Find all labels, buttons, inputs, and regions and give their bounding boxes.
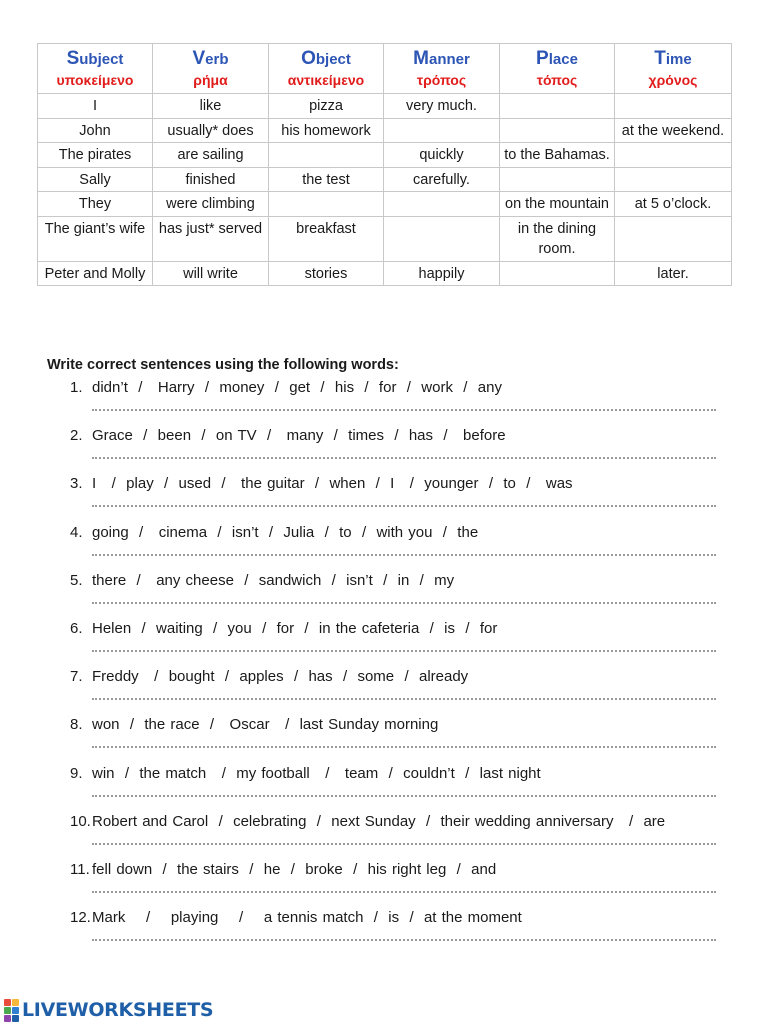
column-header xyxy=(269,44,384,94)
column-header-english xyxy=(387,49,496,69)
logo-square xyxy=(4,1007,11,1014)
table-cell xyxy=(500,261,615,286)
column-header-initial: P xyxy=(536,48,549,69)
logo-square xyxy=(4,999,11,1006)
column-header-initial: M xyxy=(413,48,429,69)
exercise-item xyxy=(70,667,730,715)
sentence-structure-table xyxy=(37,43,732,286)
table-row xyxy=(38,94,732,119)
table-cell: to the Bahamas. xyxy=(500,143,615,168)
column-header xyxy=(153,44,269,94)
table-cell: breakfast xyxy=(269,216,384,261)
column-header-english xyxy=(156,49,265,69)
column-header-english xyxy=(41,49,149,69)
exercise-list xyxy=(70,378,730,956)
table-row xyxy=(38,216,732,261)
table-cell xyxy=(269,143,384,168)
exercise-instruction: Write correct sentences using the following words: xyxy=(47,357,399,373)
exercise-words: fell down / the stairs / he / broke / his right leg / and xyxy=(92,860,497,878)
exercise-number: 5. xyxy=(70,571,83,589)
answer-line[interactable] xyxy=(92,698,716,700)
exercise-item xyxy=(70,523,730,571)
exercise-words: I / play / used / the guitar / when / I / younger / to / was xyxy=(92,475,573,493)
table-cell xyxy=(615,94,732,119)
column-header-rest: erb xyxy=(205,51,229,68)
table-cell: later. xyxy=(615,261,732,286)
table-cell: happily xyxy=(384,261,500,286)
exercise-number: 10. xyxy=(70,812,91,830)
exercise-number: 1. xyxy=(70,379,83,396)
table-cell: his homework xyxy=(269,118,384,143)
table-cell: very much. xyxy=(384,94,500,119)
logo-square xyxy=(4,1015,11,1022)
table-cell: pizza xyxy=(269,94,384,119)
column-header xyxy=(615,44,732,94)
column-header-greek: υποκείμενο xyxy=(56,72,134,88)
exercise-words: Robert and Carol / celebrating / next Sunday / their wedding anniversary / are xyxy=(92,812,666,830)
column-header-rest: ime xyxy=(665,51,692,68)
exercise-item xyxy=(70,619,730,667)
answer-line[interactable] xyxy=(92,650,716,652)
exercise-number: 8. xyxy=(70,716,83,734)
table-cell xyxy=(615,167,732,192)
table-cell: finished xyxy=(153,167,269,192)
table-row xyxy=(38,261,732,286)
answer-line[interactable] xyxy=(92,457,716,459)
table-cell: Peter and Molly xyxy=(38,261,153,286)
column-header-rest: lace xyxy=(548,51,578,68)
exercise-item xyxy=(70,571,730,619)
table-cell: on the mountain xyxy=(500,192,615,217)
column-header-greek: τρόπος xyxy=(416,72,467,88)
answer-line[interactable] xyxy=(92,843,716,845)
exercise-words: win / the match / my football / team / couldn’t / last night xyxy=(92,764,541,782)
exercise-words: Mark / playing / a tennis match / is / at the moment xyxy=(92,909,522,927)
answer-line[interactable] xyxy=(92,505,716,507)
column-header-initial: T xyxy=(654,48,666,69)
table-cell: at 5 o’clock. xyxy=(615,192,732,217)
column-header-english xyxy=(503,49,611,69)
exercise-item xyxy=(70,908,730,956)
exercise-item xyxy=(70,378,730,426)
answer-line[interactable] xyxy=(92,746,716,748)
answer-line[interactable] xyxy=(92,409,716,411)
table-cell xyxy=(269,192,384,217)
table-cell: like xyxy=(153,94,269,119)
column-header-greek: τόπος xyxy=(536,72,578,88)
table-cell: stories xyxy=(269,261,384,286)
exercise-number: 12. xyxy=(70,909,91,927)
table-row xyxy=(38,192,732,217)
column-header xyxy=(384,44,500,94)
column-header-rest: anner xyxy=(428,51,470,68)
table-body xyxy=(38,94,732,286)
table-row xyxy=(38,143,732,168)
exercise-item xyxy=(70,715,730,763)
column-header-greek: αντικείμενο xyxy=(287,72,365,88)
answer-line[interactable] xyxy=(92,602,716,604)
table-cell xyxy=(500,118,615,143)
exercise-item xyxy=(70,812,730,860)
exercise-words: won / the race / Oscar / last Sunday morning xyxy=(92,716,439,734)
answer-line[interactable] xyxy=(92,795,716,797)
answer-line[interactable] xyxy=(92,939,716,941)
table-cell: quickly xyxy=(384,143,500,168)
logo-square xyxy=(12,999,19,1006)
exercise-words: Freddy / bought / apples / has / some / already xyxy=(92,668,469,686)
column-header-greek: ρήμα xyxy=(193,72,228,88)
table-cell: The giant’s wife xyxy=(38,216,153,261)
column-header-rest: ubject xyxy=(79,51,124,68)
table-cell: John xyxy=(38,118,153,143)
column-header-initial: V xyxy=(192,48,206,69)
exercise-number: 2. xyxy=(70,427,83,445)
logo-text: LIVEWORKSHEETS xyxy=(22,999,214,1021)
column-header-rest: bject xyxy=(315,51,351,68)
liveworksheets-logo xyxy=(4,998,213,1022)
table-cell xyxy=(500,94,615,119)
exercise-words: didn’t / Harry / money / get / his / for / work / any xyxy=(92,379,502,396)
table-cell: They xyxy=(38,192,153,217)
exercise-words: going / cinema / isn’t / Julia / to / with you / the xyxy=(92,523,479,541)
exercise-number: 3. xyxy=(70,475,83,493)
exercise-item xyxy=(70,860,730,908)
table-cell: Sally xyxy=(38,167,153,192)
table-cell xyxy=(615,216,732,261)
column-header-english xyxy=(618,49,728,69)
answer-line[interactable] xyxy=(92,554,716,556)
table-row xyxy=(38,167,732,192)
exercise-words: Grace / been / on TV / many / times / has / before xyxy=(92,427,506,445)
table-cell: will write xyxy=(153,261,269,286)
column-header-initial: O xyxy=(301,48,316,69)
exercise-number: 7. xyxy=(70,668,83,686)
exercise-words: Helen / waiting / you / for / in the cafeteria / is / for xyxy=(92,619,498,637)
exercise-item xyxy=(70,426,730,474)
exercise-number: 6. xyxy=(70,619,83,637)
table-row xyxy=(38,118,732,143)
logo-square xyxy=(12,1015,19,1022)
exercise-number: 9. xyxy=(70,764,83,782)
table-cell: the test xyxy=(269,167,384,192)
exercise-number: 11. xyxy=(70,860,90,878)
liveworksheets-logo-icon xyxy=(4,999,19,1022)
table-cell: The pirates xyxy=(38,143,153,168)
column-header-initial: S xyxy=(66,48,80,69)
table-cell: has just* served xyxy=(153,216,269,261)
answer-line[interactable] xyxy=(92,891,716,893)
table-cell: were climbing xyxy=(153,192,269,217)
logo-square xyxy=(12,1007,19,1014)
column-header-greek: χρόνος xyxy=(648,72,698,88)
table-cell: I xyxy=(38,94,153,119)
table-cell xyxy=(615,143,732,168)
exercise-item xyxy=(70,474,730,522)
exercise-words: there / any cheese / sandwich / isn’t / in / my xyxy=(92,571,455,589)
column-header-english xyxy=(272,49,380,69)
table-cell: carefully. xyxy=(384,167,500,192)
table-cell xyxy=(384,216,500,261)
exercise-number: 4. xyxy=(70,523,83,541)
table-header-row xyxy=(38,44,732,94)
table-cell xyxy=(384,118,500,143)
table-cell: are sailing xyxy=(153,143,269,168)
table-cell: usually* does xyxy=(153,118,269,143)
column-header xyxy=(500,44,615,94)
table-cell: in the dining room. xyxy=(500,216,615,261)
table-cell xyxy=(500,167,615,192)
exercise-item xyxy=(70,764,730,812)
table-cell: at the weekend. xyxy=(615,118,732,143)
table-cell xyxy=(384,192,500,217)
column-header xyxy=(38,44,153,94)
